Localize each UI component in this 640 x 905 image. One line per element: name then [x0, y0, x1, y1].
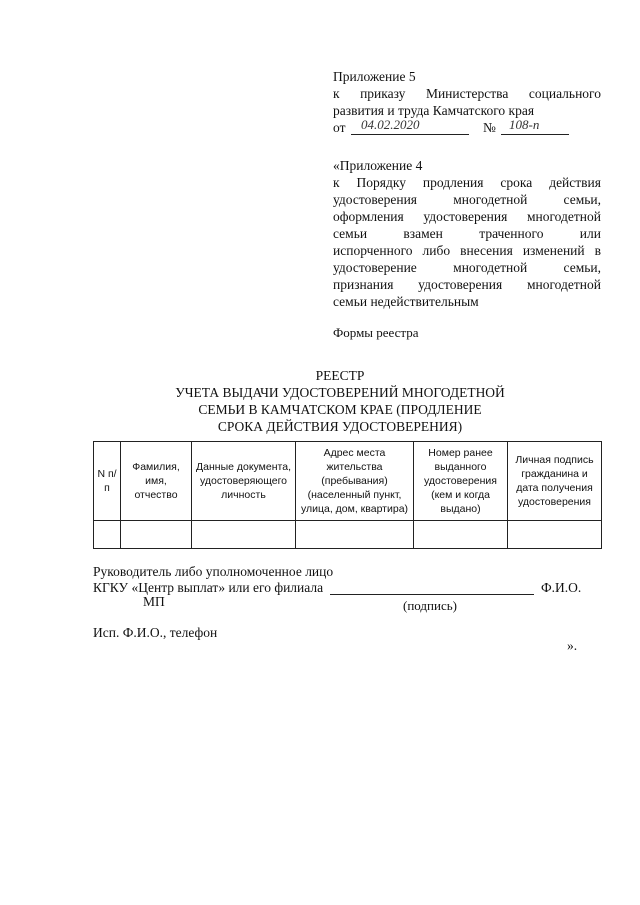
signature-line: [330, 594, 534, 595]
number-label: №: [483, 120, 496, 135]
mp-label: МП: [143, 594, 165, 609]
number-underline: [501, 134, 569, 135]
appendix-4-line: семьи недействительным: [333, 294, 479, 309]
column-header: Адрес места жительства (пребывания) (населенный пункт, улица, дом, квартира): [296, 442, 414, 521]
appendix-4-line: удостоверение многодетной семьи,: [333, 260, 601, 275]
table-header-row: [94, 442, 602, 521]
column-header: Фамилия, имя, отчество: [121, 442, 192, 521]
appendix-5-title: Приложение 5: [333, 69, 416, 84]
order-date: 04.02.2020: [361, 117, 420, 132]
order-word: социального: [528, 86, 601, 101]
appendix-4-line: удостоверения многодетной семьи,: [333, 192, 601, 207]
column-header: Личная подпись гражданина и дата получения удостоверения: [508, 442, 602, 521]
order-word: приказу: [360, 86, 406, 101]
appendix-4-title: «Приложение 4: [333, 158, 423, 173]
appendix-5-header: [333, 68, 601, 136]
head-line-1: Руководитель либо уполномоченное лицо: [93, 564, 334, 579]
table-cell: [192, 521, 296, 549]
closing-quote: ».: [567, 638, 578, 653]
order-number: 108-п: [509, 117, 540, 132]
order-word: к: [333, 86, 340, 101]
column-header: Номер ранее выданного удостоверения (кем и когда выдано): [414, 442, 508, 521]
date-underline: [351, 134, 469, 135]
appendix-4-line: семьи взамен траченного или: [333, 226, 601, 241]
order-date-number-line: [333, 119, 601, 136]
appendix-4-block: [333, 157, 601, 310]
registry-title-line: РЕЕСТР: [315, 368, 365, 383]
table-cell: [414, 521, 508, 549]
registry-title-line: СРОКА ДЕЙСТВИЯ УДОСТОВЕРЕНИЯ): [217, 419, 463, 434]
appendix-4-line: оформления удостоверения многодетной: [333, 209, 601, 224]
table-cell: [508, 521, 602, 549]
appendix-4-line: к Порядку продления срока действия: [333, 175, 601, 190]
executor-label: Исп. Ф.И.О., телефон: [93, 625, 218, 640]
appendix-4-line: испорченного либо внесения изменений в: [333, 243, 601, 258]
column-header: Данные документа, удостоверяющего личность: [192, 442, 296, 521]
head-line-2: КГКУ «Центр выплат» или его филиала: [93, 580, 324, 595]
order-word: Министерства: [425, 86, 509, 101]
from-label: от: [333, 120, 346, 135]
order-line-2: развития и труда Камчатского края: [333, 103, 535, 118]
form-label: Формы реестра: [333, 325, 419, 340]
table-cell: [94, 521, 121, 549]
table-cell: [296, 521, 414, 549]
registry-title-line: УЧЕТА ВЫДАЧИ УДОСТОВЕРЕНИЙ МНОГОДЕТНОЙ: [175, 385, 505, 400]
signature-caption: (подпись): [403, 598, 457, 613]
fio-label: Ф.И.О.: [541, 580, 582, 595]
registry-title-line: СЕМЬИ В КАМЧАТСКОМ КРАЕ (ПРОДЛЕНИЕ: [198, 402, 482, 417]
table-cell: [121, 521, 192, 549]
appendix-4-line: признания удостоверения многодетной: [333, 277, 601, 292]
table-row: [94, 521, 602, 549]
column-header: N п/п: [94, 442, 121, 521]
registry-title: [120, 367, 560, 435]
registry-table: [93, 441, 602, 549]
order-line-1: [333, 85, 601, 102]
